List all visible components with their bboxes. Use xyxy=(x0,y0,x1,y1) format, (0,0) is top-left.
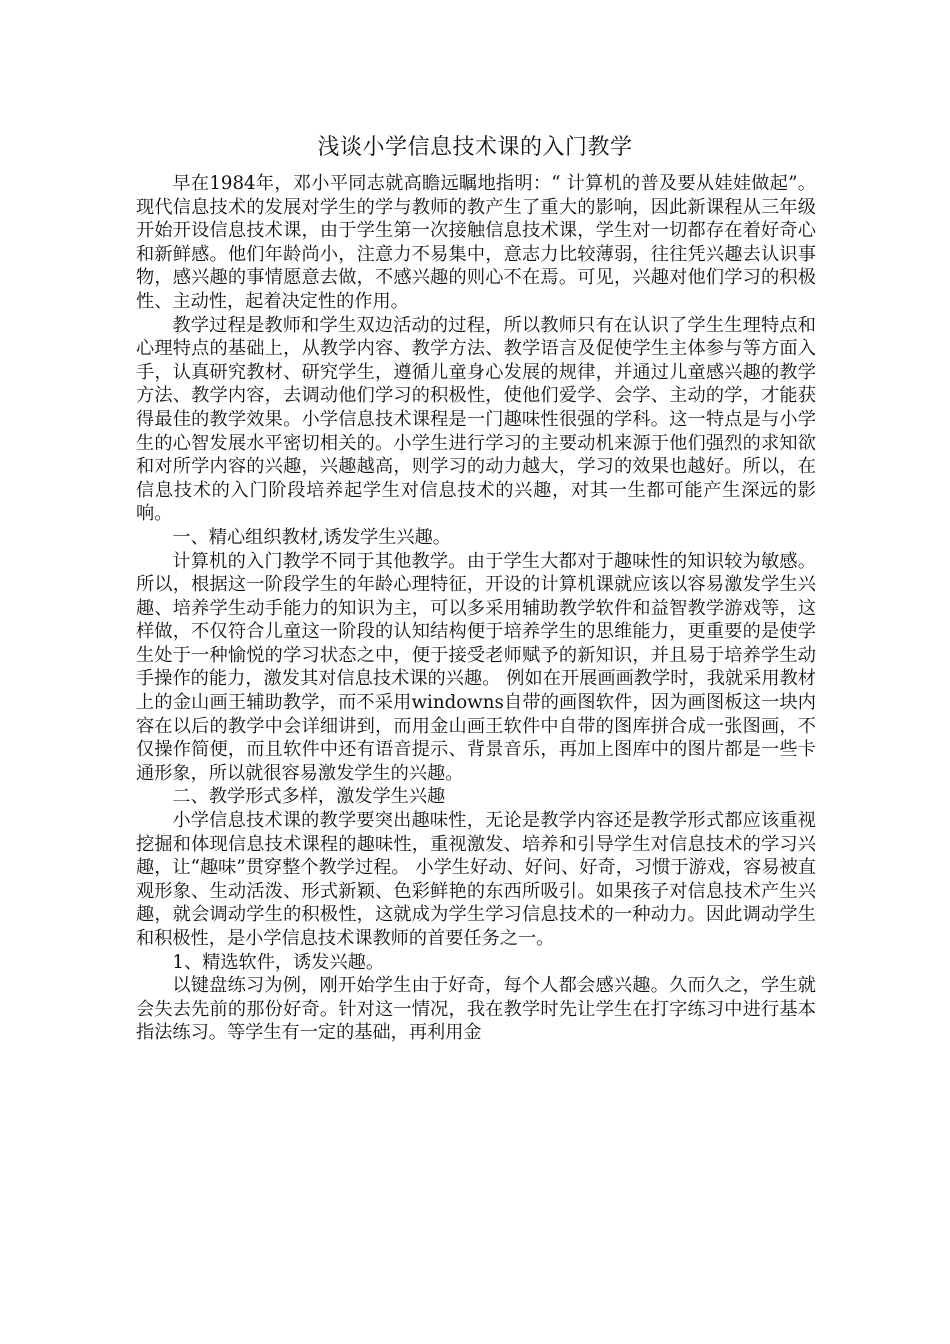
paragraph-subsection-1: 以键盘练习为例，刚开始学生由于好奇，每个人都会感兴趣。久而久之，学生就会失去先前的那份好奇。针对这一情况，我在教学时先让学生在打字练习中进行基本指法练习。等学生有一定的基础，再利用金 xyxy=(136,975,816,1044)
section-heading-1: 一、精心组织教材,诱发学生兴趣。 xyxy=(172,526,451,548)
document-body xyxy=(136,172,816,1045)
document-title: 浅谈小学信息技术课的入门教学 xyxy=(317,135,633,160)
section-heading-2: 二、教学形式多样，激发学生兴趣 xyxy=(172,786,446,808)
paragraph-section-1: 计算机的入门教学不同于其他教学。由于学生大都对于趣味性的知识较为敏感。所以，根据这一阶段学生的年龄心理特征，开设的计算机课就应该以容易激发学生兴趣、培养学生动手能力的知识为主，可以多采用辅助教学软件和益智教学游戏等，这样做，不仅符合儿童这一阶段的认知结构便于培养学生的思维能力，更重要的是使学生处于一种愉悦的学习状态之中，便于接受老师赋予的新知识，并且易于培养学生动手操作的能力，激发其对信息技术课的兴趣。 例如在开展画画教学时，我就采用教材上的金山画王辅助教学，而不采用windowns自带的画图软件，因为画图板这一块内容在以后的教学中会详细讲到，而用金山画王软件中自带的图库拼合成一张图画，不仅操作简便，而且软件中还有语音提示、背景音乐，再加上图库中的图片都是一些卡通形象，所以就很容易激发学生的兴趣。 xyxy=(136,550,816,784)
paragraph-intro: 早在1984年，邓小平同志就高瞻远瞩地指明：“ 计算机的普及要从娃娃做起”。现代信息技术的发展对学生的学与教师的教产生了重大的影响，因此新课程从三年级开始开设信息技术课，由于学生第一次接触信息技术课，学生对一切都存在着好奇心和新鲜感。他们年龄尚小，注意力不易集中，意志力比较薄弱，往往凭兴趣去认识事物，感兴趣的事情愿意去做，不感兴趣的则心不在焉。可见，兴趣对他们学习的积极性、主动性，起着决定性的作用。 xyxy=(136,173,816,312)
paragraph-teaching-process: 教学过程是教师和学生双边活动的过程，所以教师只有在认识了学生生理特点和心理特点的基础上，从教学内容、教学方法、教学语言及促使学生主体参与等方面入手，认真研究教材、研究学生，遵循儿童身心发展的规律，并通过儿童感兴趣的教学方法、教学内容，去调动他们学习的积极性，使他们爱学、会学、主动的学，才能获得最佳的教学效果。小学信息技术课程是一门趣味性很强的学科。这一特点是与小学生的心智发展水平密切相关的。小学生进行学习的主要动机来源于他们强烈的求知欲和对所学内容的兴趣，兴趣越高，则学习的动力越大，学习的效果也越好。所以，在信息技术的入门阶段培养起学生对信息技术的兴趣，对其一生都可能产生深远的影响。 xyxy=(136,314,816,525)
subsection-heading-1: 1、精选软件，诱发兴趣。 xyxy=(172,951,385,973)
paragraph-section-2: 小学信息技术课的教学要突出趣味性，无论是教学内容还是教学形式都应该重视挖掘和体现信息技术课程的趣味性，重视激发、培养和引导学生对信息技术的学习兴趣，让“趣味”贯穿整个教学过程。 小学生好动、好问、好奇，习惯于游戏，容易被直观形象、生动活泼、形式新颖、色彩鲜艳的东西所吸引。如果孩子对信息技术产生兴趣，就会调动学生的积极性，这就成为学生学习信息技术的一种动力。因此调动学生和积极性，是小学信息技术课教师的首要任务之一。 xyxy=(136,810,816,949)
